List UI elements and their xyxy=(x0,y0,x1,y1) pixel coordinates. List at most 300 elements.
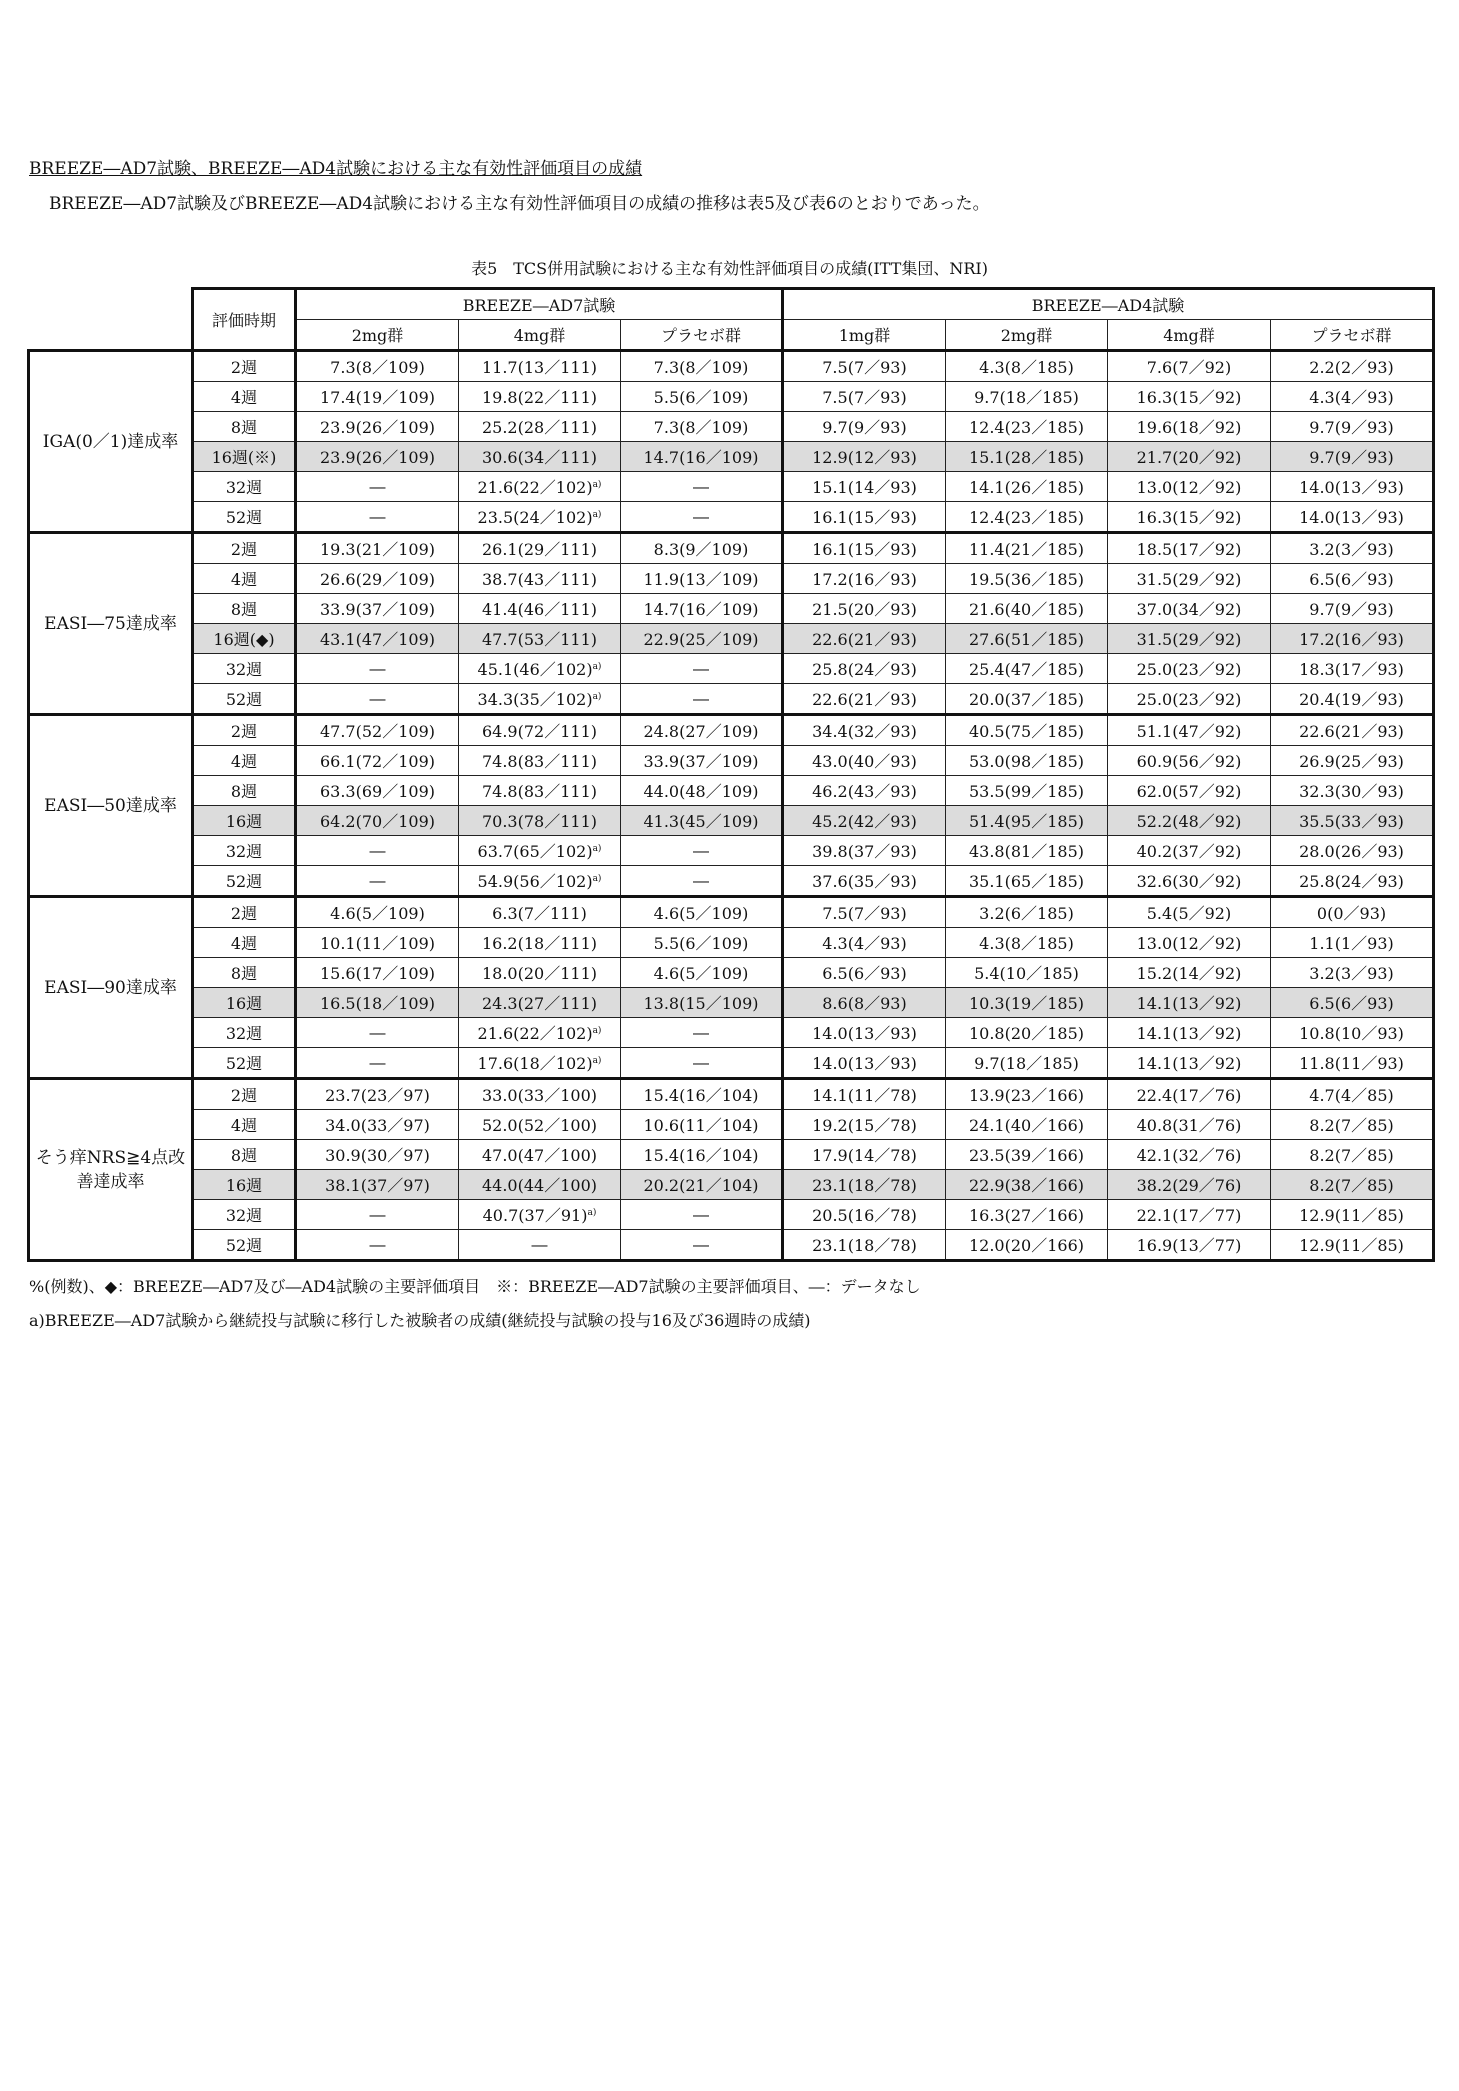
week-label: 4週 xyxy=(193,1110,296,1140)
value-cell xyxy=(1271,1048,1434,1079)
header-group: 2mg群 xyxy=(946,320,1108,351)
value-text: 41.3(45／109) xyxy=(643,812,759,831)
value-cell xyxy=(946,533,1108,564)
value-text: 15.4(16／104) xyxy=(643,1146,759,1165)
value-text: 21.6(22／102) xyxy=(477,478,593,497)
value-cell xyxy=(621,928,783,958)
table-row xyxy=(29,1018,1434,1048)
value-text: 4.3(4／93) xyxy=(1309,388,1394,407)
value-text: 13.8(15／109) xyxy=(643,994,759,1013)
value-cell xyxy=(296,654,459,684)
value-text: 25.8(24／93) xyxy=(812,660,917,679)
category-label: EASI―90達成率 xyxy=(29,897,193,1079)
header-group: 4mg群 xyxy=(1108,320,1271,351)
value-text: 14.7(16／109) xyxy=(643,448,759,467)
value-text: 9.7(9／93) xyxy=(1309,600,1394,619)
value-text: ― xyxy=(369,1205,386,1224)
value-text: 8.3(9／109) xyxy=(653,540,749,559)
value-text: 17.6(18／102) xyxy=(477,1054,593,1073)
value-cell xyxy=(946,684,1108,715)
value-cell xyxy=(621,988,783,1018)
value-text: 25.8(24／93) xyxy=(1299,872,1404,891)
footnote-marker: a) xyxy=(587,1208,597,1218)
value-cell xyxy=(296,624,459,654)
value-cell xyxy=(946,654,1108,684)
value-text: 41.4(46／111) xyxy=(481,600,597,619)
value-text: 15.1(14／93) xyxy=(812,478,917,497)
value-cell xyxy=(296,412,459,442)
value-text: 34.0(33／97) xyxy=(325,1116,430,1135)
value-cell xyxy=(783,836,946,866)
value-cell xyxy=(621,715,783,746)
value-cell xyxy=(1108,382,1271,412)
week-label: 32週 xyxy=(193,1018,296,1048)
value-cell xyxy=(783,472,946,502)
value-cell xyxy=(1108,1140,1271,1170)
value-cell xyxy=(1271,958,1434,988)
value-cell xyxy=(621,1200,783,1230)
value-cell xyxy=(459,988,621,1018)
value-cell xyxy=(296,836,459,866)
week-label: 16週 xyxy=(193,806,296,836)
value-text: 47.7(52／109) xyxy=(319,722,435,741)
value-text: 9.7(18／185) xyxy=(974,1054,1079,1073)
value-cell xyxy=(946,1170,1108,1200)
value-cell xyxy=(1108,958,1271,988)
footnote-legend: %(例数)、◆：BREEZE―AD7及び―AD4試験の主要評価項目 ※：BREEZE―AD7試験の主要評価項目、―：データなし xyxy=(29,1277,921,1296)
value-cell xyxy=(1271,746,1434,776)
value-cell xyxy=(783,866,946,897)
value-cell xyxy=(459,836,621,866)
value-cell xyxy=(1271,988,1434,1018)
week-label: 4週 xyxy=(193,564,296,594)
value-text: 46.2(43／93) xyxy=(812,782,917,801)
value-cell xyxy=(621,836,783,866)
value-text: 14.1(13／92) xyxy=(1136,1054,1242,1073)
value-text: 10.6(11／104) xyxy=(643,1116,759,1135)
table-row xyxy=(29,958,1434,988)
value-text: 40.5(75／185) xyxy=(968,722,1084,741)
value-text: ― xyxy=(693,841,709,860)
value-cell xyxy=(621,1079,783,1110)
value-text: 16.9(13／77) xyxy=(1136,1236,1242,1255)
value-text: 14.0(13／93) xyxy=(812,1054,917,1073)
table-row xyxy=(29,806,1434,836)
value-cell xyxy=(296,988,459,1018)
value-text: ― xyxy=(531,1235,548,1254)
value-text: ― xyxy=(693,507,709,526)
value-text: 17.2(16／93) xyxy=(1299,630,1404,649)
value-cell xyxy=(783,533,946,564)
value-cell xyxy=(783,564,946,594)
value-text: 12.9(12／93) xyxy=(812,448,917,467)
value-cell xyxy=(459,1079,621,1110)
value-text: 16.1(15／93) xyxy=(812,508,917,527)
value-cell xyxy=(783,928,946,958)
value-text: 22.6(21／93) xyxy=(812,630,917,649)
value-text: 26.1(29／111) xyxy=(481,540,597,559)
value-cell xyxy=(1108,594,1271,624)
value-cell xyxy=(1271,1079,1434,1110)
value-text: 26.9(25／93) xyxy=(1299,752,1404,771)
section-heading: BREEZE―AD7試験、BREEZE―AD4試験における主な有効性評価項目の成績 xyxy=(29,159,643,179)
value-text: 23.7(23／97) xyxy=(325,1086,430,1105)
value-cell xyxy=(296,1230,459,1261)
value-text: 9.7(9／93) xyxy=(1309,448,1394,467)
value-cell xyxy=(1108,654,1271,684)
value-cell xyxy=(783,806,946,836)
value-cell xyxy=(1108,806,1271,836)
value-cell xyxy=(783,746,946,776)
table-row xyxy=(29,502,1434,533)
value-cell xyxy=(946,472,1108,502)
value-text: 7.3(8／109) xyxy=(653,418,749,437)
week-label: 8週 xyxy=(193,412,296,442)
value-text: 20.4(19／93) xyxy=(1299,690,1404,709)
value-cell xyxy=(1271,654,1434,684)
value-text: 53.5(99／185) xyxy=(968,782,1084,801)
value-text: 13.0(12／92) xyxy=(1136,478,1242,497)
table-row xyxy=(29,533,1434,564)
header-study-ad4: BREEZE―AD4試験 xyxy=(783,289,1434,320)
value-text: 4.7(4／85) xyxy=(1309,1086,1394,1105)
value-text: 9.7(9／93) xyxy=(1309,418,1394,437)
value-cell xyxy=(946,502,1108,533)
value-text: 13.0(12／92) xyxy=(1136,934,1242,953)
value-text: 38.2(29／76) xyxy=(1136,1176,1242,1195)
week-label: 32週 xyxy=(193,654,296,684)
value-cell xyxy=(946,594,1108,624)
week-label: 52週 xyxy=(193,1230,296,1261)
week-label: 4週 xyxy=(193,382,296,412)
value-cell xyxy=(783,958,946,988)
header-group: 4mg群 xyxy=(459,320,621,351)
value-text: 19.2(15／78) xyxy=(812,1116,917,1135)
value-text: 11.8(11／93) xyxy=(1299,1054,1404,1073)
value-text: 25.0(23／92) xyxy=(1136,660,1242,679)
table-row xyxy=(29,1140,1434,1170)
value-text: 16.5(18／109) xyxy=(319,994,435,1013)
value-text: 44.0(48／109) xyxy=(643,782,759,801)
value-cell xyxy=(621,472,783,502)
value-text: 21.6(22／102) xyxy=(477,1024,593,1043)
value-text: 12.0(20／166) xyxy=(968,1236,1084,1255)
value-cell xyxy=(459,442,621,472)
value-text: 9.7(9／93) xyxy=(822,418,907,437)
value-cell xyxy=(1108,442,1271,472)
value-text: 12.4(23／185) xyxy=(968,508,1084,527)
value-text: 14.1(26／185) xyxy=(968,478,1084,497)
value-cell xyxy=(621,654,783,684)
value-text: 37.6(35／93) xyxy=(812,872,917,891)
week-label: 32週 xyxy=(193,472,296,502)
week-label: 2週 xyxy=(193,533,296,564)
value-cell xyxy=(946,1048,1108,1079)
value-cell xyxy=(1108,1230,1271,1261)
value-text: 30.6(34／111) xyxy=(481,448,597,467)
value-cell xyxy=(459,502,621,533)
value-text: 39.8(37／93) xyxy=(812,842,917,861)
value-text: ― xyxy=(369,1235,386,1254)
value-cell xyxy=(783,988,946,1018)
value-text: 26.6(29／109) xyxy=(319,570,435,589)
value-cell xyxy=(946,746,1108,776)
value-text: 40.8(31／76) xyxy=(1136,1116,1242,1135)
value-cell xyxy=(296,1110,459,1140)
value-text: 5.4(5／92) xyxy=(1146,904,1232,923)
value-cell xyxy=(946,928,1108,958)
value-text: 4.3(8／185) xyxy=(979,358,1074,377)
value-text: 47.7(53／111) xyxy=(481,630,597,649)
value-text: ― xyxy=(369,689,386,708)
value-cell xyxy=(1108,836,1271,866)
value-text: 15.6(17／109) xyxy=(319,964,435,983)
value-cell xyxy=(621,866,783,897)
value-cell xyxy=(1271,928,1434,958)
value-text: 27.6(51／185) xyxy=(968,630,1084,649)
value-cell xyxy=(1271,412,1434,442)
week-label: 2週 xyxy=(193,1079,296,1110)
value-cell xyxy=(1271,715,1434,746)
value-text: 10.1(11／109) xyxy=(319,934,435,953)
value-cell xyxy=(296,502,459,533)
week-label: 32週 xyxy=(193,836,296,866)
value-text: 6.5(6／93) xyxy=(822,964,907,983)
value-cell xyxy=(621,1170,783,1200)
value-cell xyxy=(783,897,946,928)
value-text: ― xyxy=(369,659,386,678)
intro-text: BREEZE―AD7試験及びBREEZE―AD4試験における主な有効性評価項目の成績の推移は表5及び表6のとおりであった。 xyxy=(49,194,990,214)
table-row xyxy=(29,412,1434,442)
week-label: 8週 xyxy=(193,1140,296,1170)
value-cell xyxy=(783,715,946,746)
value-cell xyxy=(1108,684,1271,715)
value-cell xyxy=(783,442,946,472)
table-row xyxy=(29,1230,1434,1261)
value-text: 18.0(20／111) xyxy=(481,964,597,983)
week-label: 52週 xyxy=(193,1048,296,1079)
value-text: ― xyxy=(369,841,386,860)
value-text: 43.0(40／93) xyxy=(812,752,917,771)
value-cell xyxy=(296,776,459,806)
value-text: 35.5(33／93) xyxy=(1299,812,1404,831)
value-cell xyxy=(783,1048,946,1079)
value-text: 22.6(21／93) xyxy=(812,690,917,709)
value-text: 6.5(6／93) xyxy=(1309,994,1394,1013)
value-text: 15.1(28／185) xyxy=(968,448,1084,467)
value-cell xyxy=(296,1018,459,1048)
value-text: 19.8(22／111) xyxy=(481,388,597,407)
table-row xyxy=(29,866,1434,897)
value-text: 54.9(56／102) xyxy=(477,872,593,891)
value-cell xyxy=(621,684,783,715)
value-text: ― xyxy=(693,659,709,678)
value-text: 43.8(81／185) xyxy=(968,842,1084,861)
value-text: 4.3(4／93) xyxy=(822,934,907,953)
value-cell xyxy=(621,897,783,928)
value-text: 21.6(40／185) xyxy=(968,600,1084,619)
value-text: ― xyxy=(693,1205,709,1224)
value-text: 24.3(27／111) xyxy=(481,994,597,1013)
value-text: 38.7(43／111) xyxy=(481,570,597,589)
value-text: 16.3(15／92) xyxy=(1136,388,1242,407)
value-cell xyxy=(459,412,621,442)
value-cell xyxy=(1271,472,1434,502)
value-text: 14.0(13／93) xyxy=(1299,508,1404,527)
value-cell xyxy=(1108,1200,1271,1230)
week-label: 16週 xyxy=(193,1170,296,1200)
week-label: 52週 xyxy=(193,502,296,533)
value-text: 8.6(8／93) xyxy=(822,994,907,1013)
value-text: 66.1(72／109) xyxy=(319,752,435,771)
value-cell xyxy=(1108,472,1271,502)
table-caption: 表5 TCS併用試験における主な有効性評価項目の成績(ITT集団、NRI) xyxy=(471,259,988,278)
value-text: 10.8(10／93) xyxy=(1299,1024,1404,1043)
value-cell xyxy=(459,382,621,412)
category-label: EASI―50達成率 xyxy=(29,715,193,897)
value-cell xyxy=(783,684,946,715)
value-text: 2.2(2／93) xyxy=(1309,358,1394,377)
value-cell xyxy=(783,776,946,806)
value-cell xyxy=(1271,1018,1434,1048)
table-row xyxy=(29,654,1434,684)
footnote-marker: a) xyxy=(592,692,602,702)
value-text: 30.9(30／97) xyxy=(325,1146,430,1165)
value-cell xyxy=(1108,1048,1271,1079)
value-text: 16.2(18／111) xyxy=(481,934,597,953)
footnote-marker: a) xyxy=(592,480,602,490)
value-cell xyxy=(459,866,621,897)
value-text: 3.2(3／93) xyxy=(1309,964,1394,983)
value-cell xyxy=(783,382,946,412)
value-cell xyxy=(1108,866,1271,897)
value-text: 11.9(13／109) xyxy=(643,570,759,589)
efficacy-table xyxy=(27,287,1435,1262)
value-cell xyxy=(1271,1230,1434,1261)
value-text: 4.3(8／185) xyxy=(979,934,1074,953)
value-text: 28.0(26／93) xyxy=(1299,842,1404,861)
table-row xyxy=(29,715,1434,746)
value-text: 52.0(52／100) xyxy=(481,1116,597,1135)
value-text: 5.5(6／109) xyxy=(653,388,749,407)
table-row xyxy=(29,684,1434,715)
value-text: ― xyxy=(693,477,709,496)
value-cell xyxy=(296,442,459,472)
value-text: 35.1(65／185) xyxy=(968,872,1084,891)
value-cell xyxy=(946,382,1108,412)
footnote-marker: a) xyxy=(592,844,602,854)
week-label: 52週 xyxy=(193,684,296,715)
value-cell xyxy=(1271,1140,1434,1170)
value-cell xyxy=(946,1079,1108,1110)
value-text: 0(0／93) xyxy=(1316,904,1387,923)
value-cell xyxy=(946,988,1108,1018)
value-text: 63.7(65／102) xyxy=(477,842,593,861)
value-text: 11.7(13／111) xyxy=(481,358,597,377)
value-text: 32.3(30／93) xyxy=(1299,782,1404,801)
week-label: 2週 xyxy=(193,351,296,382)
value-text: 53.0(98／185) xyxy=(968,752,1084,771)
value-cell xyxy=(296,1140,459,1170)
value-cell xyxy=(621,351,783,382)
value-text: 23.5(39／166) xyxy=(968,1146,1084,1165)
value-cell xyxy=(783,654,946,684)
value-text: 52.2(48／92) xyxy=(1136,812,1242,831)
value-cell xyxy=(459,715,621,746)
table-row xyxy=(29,351,1434,382)
value-cell xyxy=(1271,1110,1434,1140)
value-text: 19.5(36／185) xyxy=(968,570,1084,589)
value-cell xyxy=(296,382,459,412)
table-row xyxy=(29,382,1434,412)
value-cell xyxy=(296,1170,459,1200)
value-cell xyxy=(946,351,1108,382)
value-text: 51.4(95／185) xyxy=(968,812,1084,831)
value-cell xyxy=(621,806,783,836)
week-label: 16週(※) xyxy=(193,442,296,472)
value-cell xyxy=(783,351,946,382)
week-label: 4週 xyxy=(193,746,296,776)
value-text: 25.2(28／111) xyxy=(481,418,597,437)
value-cell xyxy=(1271,776,1434,806)
value-text: ― xyxy=(693,1053,709,1072)
value-cell xyxy=(459,897,621,928)
value-cell xyxy=(1271,351,1434,382)
value-cell xyxy=(1108,1170,1271,1200)
value-cell xyxy=(296,533,459,564)
value-cell xyxy=(1108,624,1271,654)
value-text: 10.8(20／185) xyxy=(968,1024,1084,1043)
value-text: 12.4(23／185) xyxy=(968,418,1084,437)
value-text: 3.2(6／185) xyxy=(979,904,1074,923)
value-cell xyxy=(459,533,621,564)
value-text: 4.6(5／109) xyxy=(653,964,749,983)
value-cell xyxy=(459,1140,621,1170)
value-text: 4.6(5／109) xyxy=(653,904,749,923)
value-cell xyxy=(1271,442,1434,472)
table-row xyxy=(29,746,1434,776)
value-cell xyxy=(1108,988,1271,1018)
value-cell xyxy=(621,746,783,776)
value-cell xyxy=(946,806,1108,836)
value-cell xyxy=(621,382,783,412)
value-cell xyxy=(296,1079,459,1110)
value-cell xyxy=(1108,776,1271,806)
value-text: 62.0(57／92) xyxy=(1136,782,1242,801)
value-cell xyxy=(296,684,459,715)
footnote-marker: a) xyxy=(592,662,602,672)
value-text: 33.0(33／100) xyxy=(481,1086,597,1105)
value-cell xyxy=(621,412,783,442)
value-cell xyxy=(621,1230,783,1261)
value-text: 23.5(24／102) xyxy=(477,508,593,527)
table-row xyxy=(29,897,1434,928)
value-cell xyxy=(1271,897,1434,928)
value-text: 31.5(29／92) xyxy=(1136,630,1242,649)
header-group: 1mg群 xyxy=(783,320,946,351)
week-label: 16週 xyxy=(193,988,296,1018)
value-cell xyxy=(783,624,946,654)
category-label: IGA(0／1)達成率 xyxy=(29,351,193,533)
value-cell xyxy=(296,806,459,836)
week-label: 8週 xyxy=(193,958,296,988)
value-text: 7.3(8／109) xyxy=(330,358,425,377)
value-text: ― xyxy=(369,507,386,526)
value-text: 45.2(42／93) xyxy=(812,812,917,831)
value-text: ― xyxy=(369,871,386,890)
value-text: 20.0(37／185) xyxy=(968,690,1084,709)
value-cell xyxy=(1271,836,1434,866)
